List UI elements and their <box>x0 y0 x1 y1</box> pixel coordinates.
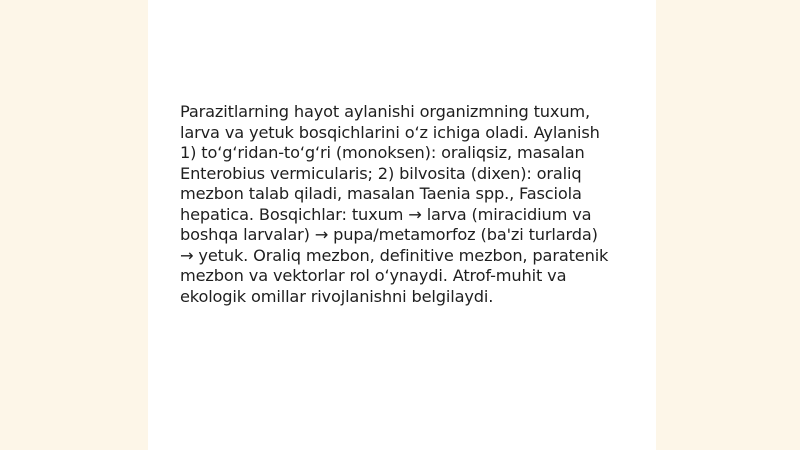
paragraph-line-5: mezbon talab qiladi, masalan Taenia spp., Fasciola <box>180 184 582 203</box>
paragraph-line-9: mezbon va vektorlar rol o‘ynaydi. Atrof-muhit va <box>180 266 567 285</box>
paragraph-line-10: ekologik omillar rivojlanishni belgilaydi. <box>180 286 494 306</box>
paragraph-line-6: hepatica. Bosqichlar: tuxum → larva (miracidium va <box>180 204 592 224</box>
paragraph-line-3: 1) to‘g‘ridan-to‘g‘ri (monoksen): oraliqsiz, masalan <box>180 143 585 162</box>
body-paragraph <box>180 102 630 307</box>
paragraph-line-2: larva va yetuk bosqichlarini o‘z ichiga oladi. Aylanish <box>180 122 600 142</box>
paragraph-line-8: → yetuk. Oraliq mezbon, definitive mezbon, paratenik <box>180 245 609 265</box>
paragraph-line-4: Enterobius vermicularis; 2) bilvosita (dixen): oraliq <box>180 163 582 183</box>
paragraph-line-1: Parazitlarning hayot aylanishi organizmning tuxum, <box>180 102 591 121</box>
paragraph-line-7: boshqa larvalar) → pupa/metamorfoz (ba'zi turlarda) <box>180 225 598 244</box>
document-page <box>148 0 656 450</box>
